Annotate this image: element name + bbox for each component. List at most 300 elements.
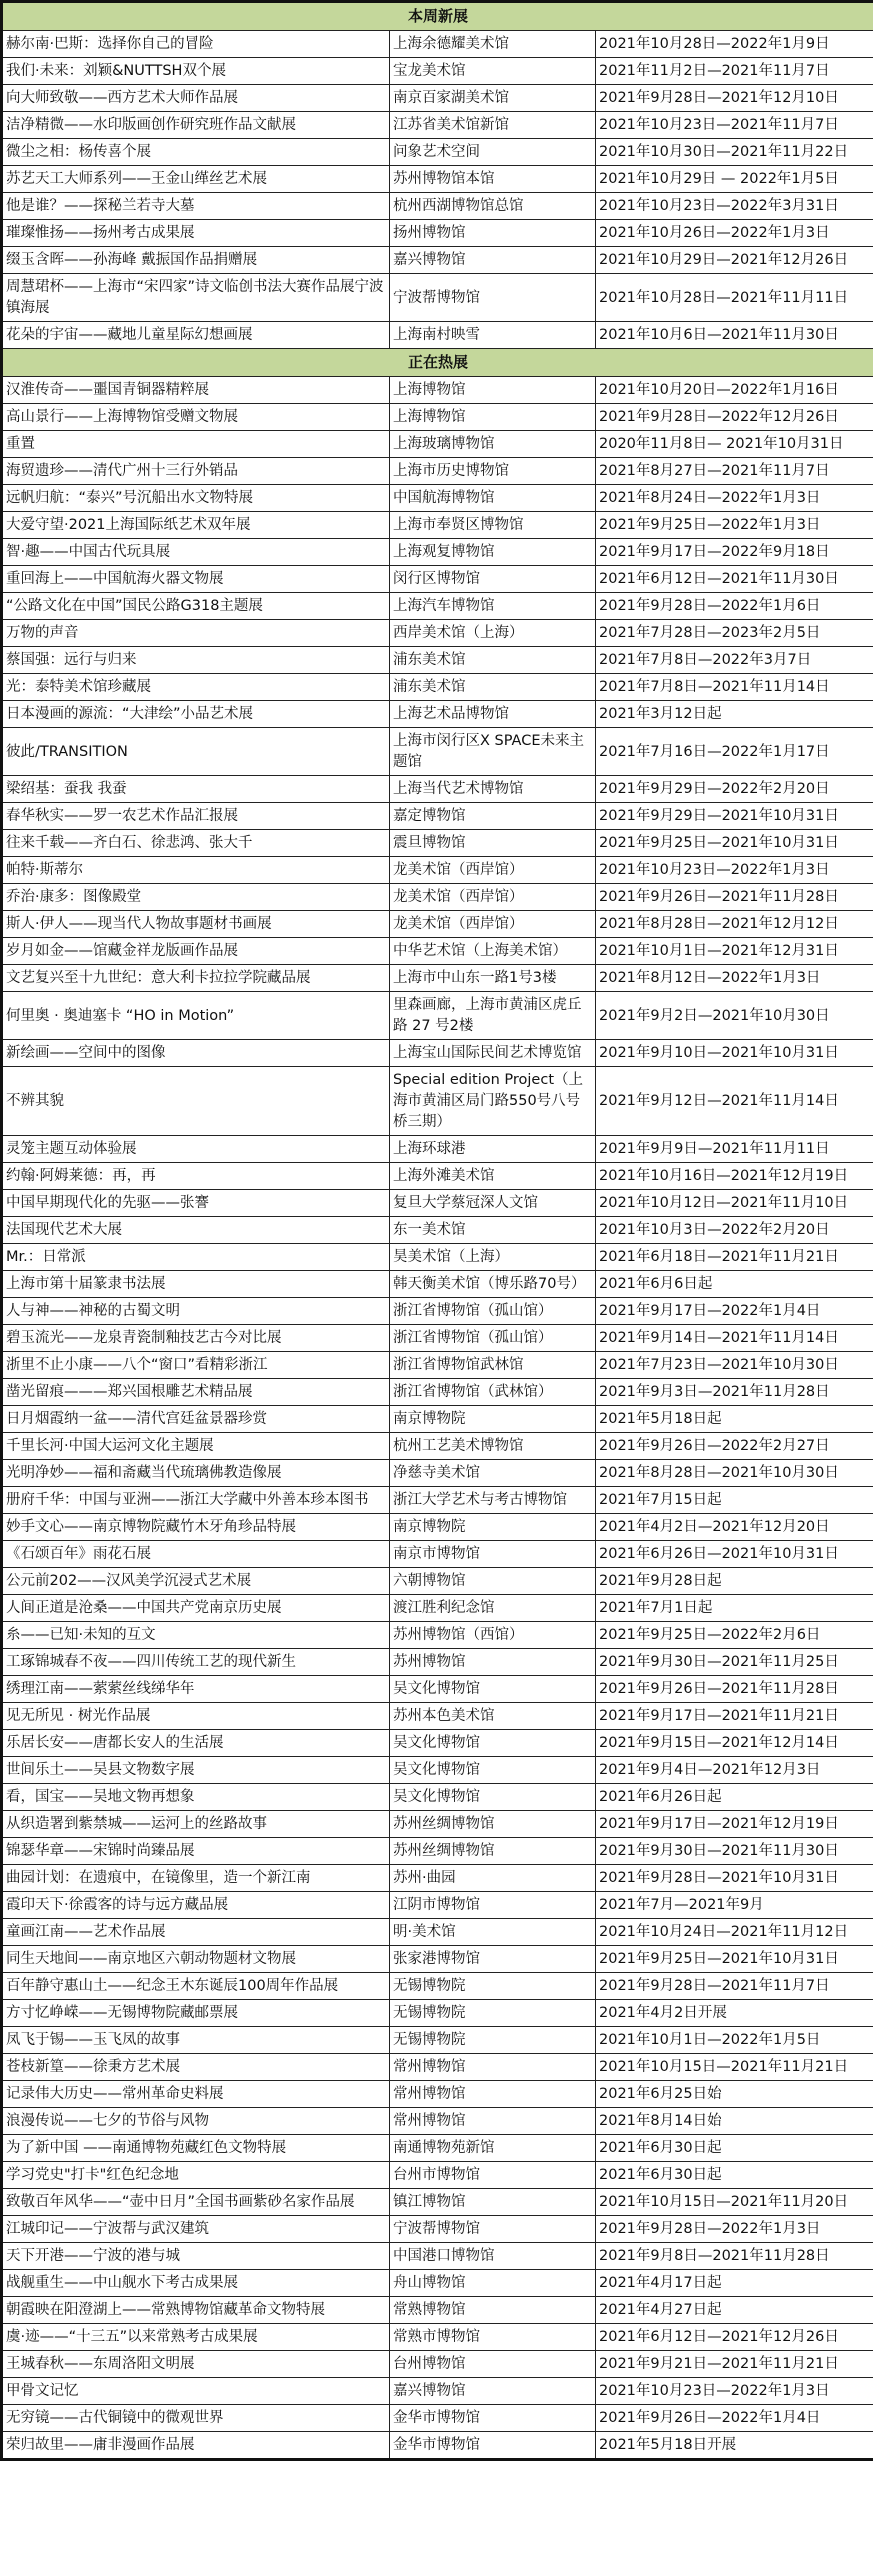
venue: 常州博物馆	[390, 2054, 596, 2081]
date-range: 2021年4月2日—2021年12月20日	[596, 1514, 873, 1541]
exhibition-name: 同生天地间——南京地区六朝动物题材文物展	[2, 1946, 390, 1973]
venue: 宁波帮博物馆	[390, 274, 596, 322]
exhibition-name: 新绘画——空间中的图像	[2, 1040, 390, 1067]
table-row	[2, 1622, 873, 1649]
table-row	[2, 620, 873, 647]
exhibition-name: 虞·迹——“十三五”以来常熟考古成果展	[2, 2324, 390, 2351]
exhibition-name: 乔治·康多：图像殿堂	[2, 884, 390, 911]
exhibition-name: 日月烟霞纳一盆——清代宫廷盆景器珍赏	[2, 1406, 390, 1433]
exhibition-name: 往来千载——齐白石、徐悲鸿、张大千	[2, 830, 390, 857]
exhibition-name: 致敬百年风华——“壶中日月”全国书画紫砂名家作品展	[2, 2189, 390, 2216]
exhibition-name: 上海市第十届篆隶书法展	[2, 1271, 390, 1298]
date-range: 2021年9月17日—2021年11月21日	[596, 1703, 873, 1730]
table-row	[2, 1568, 873, 1595]
date-range: 2021年10月29日—2021年12月26日	[596, 247, 873, 274]
exhibition-name: 千里长河·中国大运河文化主题展	[2, 1433, 390, 1460]
venue: 上海南村映雪	[390, 322, 596, 349]
date-range: 2021年9月26日—2022年2月27日	[596, 1433, 873, 1460]
table-row	[2, 1298, 873, 1325]
exhibition-name: 绣理江南——萦萦丝线绨华年	[2, 1676, 390, 1703]
date-range: 2021年10月1日—2021年12月31日	[596, 938, 873, 965]
venue: 韩天衡美术馆（博乐路70号）	[390, 1271, 596, 1298]
table-row	[2, 1676, 873, 1703]
venue: 南京市博物馆	[390, 1541, 596, 1568]
exhibition-name: “公路文化在中国”国民公路G318主题展	[2, 593, 390, 620]
table-row	[2, 1514, 873, 1541]
date-range: 2021年6月30日起	[596, 2162, 873, 2189]
table-row	[2, 1703, 873, 1730]
venue: 浙江省博物馆（孤山馆）	[390, 1325, 596, 1352]
exhibition-name: 璀璨惟扬——扬州考古成果展	[2, 220, 390, 247]
date-range: 2021年9月15日—2021年12月14日	[596, 1730, 873, 1757]
table-row	[2, 112, 873, 139]
table-row	[2, 2108, 873, 2135]
date-range: 2021年10月1日—2022年1月5日	[596, 2027, 873, 2054]
venue: 吴文化博物馆	[390, 1757, 596, 1784]
venue: 上海宝山国际民间艺术博览馆	[390, 1040, 596, 1067]
venue: 苏州博物馆本馆	[390, 166, 596, 193]
table-row	[2, 992, 873, 1040]
exhibition-name: 不辨其貌	[2, 1067, 390, 1136]
date-range: 2021年9月3日—2021年11月28日	[596, 1379, 873, 1406]
table-row	[2, 1487, 873, 1514]
exhibition-name: 苍枝新篁——徐秉方艺术展	[2, 2054, 390, 2081]
table-row	[2, 2324, 873, 2351]
exhibition-name: 海贸遗珍——清代广州十三行外销品	[2, 458, 390, 485]
table-row	[2, 1541, 873, 1568]
venue: 舟山博物馆	[390, 2270, 596, 2297]
exhibition-name: 册府千华：中国与亚洲——浙江大学藏中外善本珍本图书	[2, 1487, 390, 1514]
table-row	[2, 485, 873, 512]
exhibition-name: 远帆归航：“泰兴”号沉船出水文物特展	[2, 485, 390, 512]
venue: 上海市奉贤区博物馆	[390, 512, 596, 539]
table-row	[2, 2000, 873, 2027]
date-range: 2021年9月26日—2022年1月4日	[596, 2405, 873, 2432]
venue: 西岸美术馆（上海）	[390, 620, 596, 647]
venue: 上海观复博物馆	[390, 539, 596, 566]
venue: 苏州博物馆（西馆）	[390, 1622, 596, 1649]
date-range: 2021年8月24日—2022年1月3日	[596, 485, 873, 512]
exhibition-name: 浙里不止小康——八个“窗口”看精彩浙江	[2, 1352, 390, 1379]
venue: 上海艺术品博物馆	[390, 701, 596, 728]
exhibition-name: 妙手文心——南京博物院藏竹木牙角珍品特展	[2, 1514, 390, 1541]
venue: 杭州工艺美术博物馆	[390, 1433, 596, 1460]
exhibition-name: 光明净妙——福和斋藏当代琉璃佛教造像展	[2, 1460, 390, 1487]
venue: 净慈寺美术馆	[390, 1460, 596, 1487]
exhibition-name: 学习党史"打卡"红色纪念地	[2, 2162, 390, 2189]
venue: 上海市闵行区X SPACE未来主题馆	[390, 728, 596, 776]
table-row	[2, 1163, 873, 1190]
table-row	[2, 647, 873, 674]
table-row	[2, 431, 873, 458]
venue: 上海博物馆	[390, 404, 596, 431]
exhibition-name: 天下开港——宁波的港与城	[2, 2243, 390, 2270]
exhibition-name: 凿光留痕———郑兴国根雕艺术精品展	[2, 1379, 390, 1406]
table-row	[2, 701, 873, 728]
venue: 闵行区博物馆	[390, 566, 596, 593]
venue: 苏州丝绸博物馆	[390, 1811, 596, 1838]
table-row	[2, 911, 873, 938]
date-range: 2021年9月2日—2021年10月30日	[596, 992, 873, 1040]
table-row	[2, 1757, 873, 1784]
table-row	[2, 1865, 873, 1892]
table-row	[2, 1040, 873, 1067]
table-row	[2, 1244, 873, 1271]
date-range: 2021年10月23日—2022年1月3日	[596, 2378, 873, 2405]
venue: 浙江大学艺术与考古博物馆	[390, 1487, 596, 1514]
date-range: 2021年7月—2021年9月	[596, 1892, 873, 1919]
date-range: 2021年9月30日—2021年11月25日	[596, 1649, 873, 1676]
table-row	[2, 674, 873, 701]
exhibition-name: 重置	[2, 431, 390, 458]
exhibition-name: 智·趣——中国古代玩具展	[2, 539, 390, 566]
table-row	[2, 58, 873, 85]
date-range: 2021年6月26日—2021年10月31日	[596, 1541, 873, 1568]
venue: 上海市历史博物馆	[390, 458, 596, 485]
exhibition-name: 法国现代艺术大展	[2, 1217, 390, 1244]
venue: 东一美术馆	[390, 1217, 596, 1244]
date-range: 2021年9月28日—2021年10月31日	[596, 1865, 873, 1892]
date-range: 2021年6月12日—2021年12月26日	[596, 2324, 873, 2351]
date-range: 2021年9月28日—2022年12月26日	[596, 404, 873, 431]
exhibition-name: 凤飞于锡——玉飞凤的故事	[2, 2027, 390, 2054]
exhibition-name: 他是谁？——探秘兰若寺大墓	[2, 193, 390, 220]
date-range: 2021年9月26日—2021年11月28日	[596, 884, 873, 911]
date-range: 2021年9月8日—2021年11月28日	[596, 2243, 873, 2270]
exhibition-name: 何里奥 · 奥迪塞卡 “HO in Motion”	[2, 992, 390, 1040]
venue: 嘉兴博物馆	[390, 247, 596, 274]
date-range: 2021年9月10日—2021年10月31日	[596, 1040, 873, 1067]
table-row	[2, 1595, 873, 1622]
venue: 苏州本色美术馆	[390, 1703, 596, 1730]
date-range: 2021年10月20日—2022年1月16日	[596, 377, 873, 404]
table-row	[2, 220, 873, 247]
venue: 问象艺术空间	[390, 139, 596, 166]
venue: 台州市博物馆	[390, 2162, 596, 2189]
venue: 台州博物馆	[390, 2351, 596, 2378]
table-row	[2, 728, 873, 776]
date-range: 2021年10月23日—2022年1月3日	[596, 857, 873, 884]
venue: 扬州博物馆	[390, 220, 596, 247]
table-row	[2, 2432, 873, 2460]
exhibition-name: 光：泰特美术馆珍藏展	[2, 674, 390, 701]
exhibition-name: 锦瑟华章——宋锦时尚臻品展	[2, 1838, 390, 1865]
venue: 浙江省博物馆（武林馆）	[390, 1379, 596, 1406]
venue: 上海市中山东一路1号3楼	[390, 965, 596, 992]
venue: 常熟博物馆	[390, 2297, 596, 2324]
exhibition-name: 战舰重生——中山舰水下考古成果展	[2, 2270, 390, 2297]
venue: 南京博物院	[390, 1406, 596, 1433]
table-row	[2, 1811, 873, 1838]
venue: 金华市博物馆	[390, 2432, 596, 2460]
table-row	[2, 1460, 873, 1487]
venue: 中国港口博物馆	[390, 2243, 596, 2270]
date-range: 2021年9月12日—2021年11月14日	[596, 1067, 873, 1136]
exhibition-name: 看，国宝——吴地文物再想象	[2, 1784, 390, 1811]
exhibition-name: 向大师致敬——西方艺术大师作品展	[2, 85, 390, 112]
venue: 上海汽车博物馆	[390, 593, 596, 620]
venue: 吴文化博物馆	[390, 1784, 596, 1811]
table-row	[2, 31, 873, 58]
venue: 上海外滩美术馆	[390, 1163, 596, 1190]
table-row	[2, 2243, 873, 2270]
table-row	[2, 1892, 873, 1919]
section-header-row	[2, 349, 873, 377]
table-row	[2, 166, 873, 193]
table-row	[2, 2297, 873, 2324]
exhibition-name: 文艺复兴至十九世纪：意大利卡拉拉学院藏品展	[2, 965, 390, 992]
date-range: 2021年9月28日—2021年11月7日	[596, 1973, 873, 2000]
venue: 杭州西湖博物馆总馆	[390, 193, 596, 220]
venue: 上海余德耀美术馆	[390, 31, 596, 58]
date-range: 2021年9月25日—2022年1月3日	[596, 512, 873, 539]
venue: 浦东美术馆	[390, 647, 596, 674]
exhibition-name: 帕特·斯蒂尔	[2, 857, 390, 884]
date-range: 2021年10月23日—2021年11月7日	[596, 112, 873, 139]
table-row	[2, 1379, 873, 1406]
venue: 常州博物馆	[390, 2108, 596, 2135]
date-range: 2021年4月27日起	[596, 2297, 873, 2324]
exhibition-name: 我们·未来：刘颖&NUTTSH双个展	[2, 58, 390, 85]
exhibition-name: 童画江南——艺术作品展	[2, 1919, 390, 1946]
exhibition-name: 记录伟大历史——常州革命史料展	[2, 2081, 390, 2108]
table-row	[2, 1649, 873, 1676]
venue: 上海当代艺术博物馆	[390, 776, 596, 803]
venue: 苏州博物馆	[390, 1649, 596, 1676]
date-range: 2021年10月24日—2021年11月12日	[596, 1919, 873, 1946]
table-row	[2, 1271, 873, 1298]
venue: 吴文化博物馆	[390, 1676, 596, 1703]
table-row	[2, 1973, 873, 2000]
date-range: 2021年9月26日—2021年11月28日	[596, 1676, 873, 1703]
date-range: 2021年8月28日—2021年10月30日	[596, 1460, 873, 1487]
table-row	[2, 2405, 873, 2432]
venue: 昊美术馆（上海）	[390, 1244, 596, 1271]
date-range: 2021年6月6日起	[596, 1271, 873, 1298]
exhibition-name: 糸——已知·未知的互文	[2, 1622, 390, 1649]
exhibition-name: 春华秋实——罗一农艺术作品汇报展	[2, 803, 390, 830]
exhibition-name: 蔡国强：远行与归来	[2, 647, 390, 674]
table-row	[2, 539, 873, 566]
exhibition-name: 苏艺天工大师系列——王金山缂丝艺术展	[2, 166, 390, 193]
exhibition-name: 江城印记——宁波帮与武汉建筑	[2, 2216, 390, 2243]
date-range: 2021年4月2日开展	[596, 2000, 873, 2027]
table-row	[2, 404, 873, 431]
venue: 宁波帮博物馆	[390, 2216, 596, 2243]
venue: 中华艺术馆（上海美术馆）	[390, 938, 596, 965]
exhibition-name: 见无所见 · 树光作品展	[2, 1703, 390, 1730]
date-range: 2021年10月6日—2021年11月30日	[596, 322, 873, 349]
date-range: 2021年10月12日—2021年11月10日	[596, 1190, 873, 1217]
section-title: 本周新展	[2, 2, 873, 31]
exhibition-name: 世间乐土——吴县文物数字展	[2, 1757, 390, 1784]
exhibition-name: 灵笼主题互动体验展	[2, 1136, 390, 1163]
table-row	[2, 2216, 873, 2243]
venue: 里森画廊，上海市黄浦区虎丘路 27 号2楼	[390, 992, 596, 1040]
table-row	[2, 1352, 873, 1379]
table-row	[2, 803, 873, 830]
exhibition-name: 周慧珺杯——上海市“宋四家”诗文临创书法大赛作品展宁波镇海展	[2, 274, 390, 322]
venue: 南京博物院	[390, 1514, 596, 1541]
date-range: 2021年10月15日—2021年11月20日	[596, 2189, 873, 2216]
exhibition-name: 甲骨文记忆	[2, 2378, 390, 2405]
date-range: 2021年6月30日起	[596, 2135, 873, 2162]
venue: 常州博物馆	[390, 2081, 596, 2108]
date-range: 2021年9月25日—2022年2月6日	[596, 1622, 873, 1649]
date-range: 2021年9月17日—2022年9月18日	[596, 539, 873, 566]
venue: 明·美术馆	[390, 1919, 596, 1946]
date-range: 2021年3月12日起	[596, 701, 873, 728]
date-range: 2021年9月28日起	[596, 1568, 873, 1595]
date-range: 2021年9月4日—2021年12月3日	[596, 1757, 873, 1784]
table-row	[2, 458, 873, 485]
date-range: 2021年9月14日—2021年11月14日	[596, 1325, 873, 1352]
exhibition-name: 无穷镜——古代铜镜中的微观世界	[2, 2405, 390, 2432]
table-row	[2, 377, 873, 404]
exhibition-name: 洁净精微——水印版画创作研究班作品文献展	[2, 112, 390, 139]
exhibition-name: 日本漫画的源流：“大津绘”小品艺术展	[2, 701, 390, 728]
table-row	[2, 1784, 873, 1811]
date-range: 2021年9月25日—2021年10月31日	[596, 1946, 873, 1973]
date-range: 2021年7月16日—2022年1月17日	[596, 728, 873, 776]
venue: 中国航海博物馆	[390, 485, 596, 512]
venue: 浙江省博物馆（孤山馆）	[390, 1298, 596, 1325]
table-row	[2, 776, 873, 803]
date-range: 2021年10月29日 — 2022年1月5日	[596, 166, 873, 193]
date-range: 2021年9月21日—2021年11月21日	[596, 2351, 873, 2378]
table-row	[2, 566, 873, 593]
exhibition-name: 为了新中国 ——南通博物苑藏红色文物特展	[2, 2135, 390, 2162]
exhibition-name: 王城春秋——东周洛阳文明展	[2, 2351, 390, 2378]
venue: 南通博物苑新馆	[390, 2135, 596, 2162]
table-row	[2, 274, 873, 322]
date-range: 2021年10月15日—2021年11月21日	[596, 2054, 873, 2081]
exhibition-name: 缀玉含晖——孙海峰 戴振国作品捐赠展	[2, 247, 390, 274]
date-range: 2021年9月30日—2021年11月30日	[596, 1838, 873, 1865]
exhibition-name: 曲园计划：在遗痕中，在镜像里，造一个新江南	[2, 1865, 390, 1892]
table-row	[2, 1136, 873, 1163]
table-row	[2, 1730, 873, 1757]
date-range: 2021年5月18日开展	[596, 2432, 873, 2460]
venue: 镇江博物馆	[390, 2189, 596, 2216]
date-range: 2021年10月28日—2021年11月11日	[596, 274, 873, 322]
exhibition-name: 大爱守望·2021上海国际纸艺术双年展	[2, 512, 390, 539]
date-range: 2021年6月12日—2021年11月30日	[596, 566, 873, 593]
venue: 南京百家湖美术馆	[390, 85, 596, 112]
date-range: 2021年10月23日—2022年3月31日	[596, 193, 873, 220]
date-range: 2021年10月16日—2021年12月19日	[596, 1163, 873, 1190]
table-row	[2, 1919, 873, 1946]
table-row	[2, 938, 873, 965]
venue: 无锡博物院	[390, 2000, 596, 2027]
date-range: 2021年6月18日—2021年11月21日	[596, 1244, 873, 1271]
exhibition-name: 浪漫传说——七夕的节俗与风物	[2, 2108, 390, 2135]
venue: 宝龙美术馆	[390, 58, 596, 85]
date-range: 2021年7月1日起	[596, 1595, 873, 1622]
table-row	[2, 2378, 873, 2405]
venue: 上海玻璃博物馆	[390, 431, 596, 458]
date-range: 2021年9月9日—2021年11月11日	[596, 1136, 873, 1163]
date-range: 2021年11月2日—2021年11月7日	[596, 58, 873, 85]
date-range: 2021年9月29日—2022年2月20日	[596, 776, 873, 803]
date-range: 2021年9月17日—2021年12月19日	[596, 1811, 873, 1838]
date-range: 2021年7月15日起	[596, 1487, 873, 1514]
date-range: 2021年10月26日—2022年1月3日	[596, 220, 873, 247]
exhibition-name: 万物的声音	[2, 620, 390, 647]
venue: Special edition Project（上海市黄浦区局门路550号八号桥三期）	[390, 1067, 596, 1136]
date-range: 2021年8月28日—2021年12月12日	[596, 911, 873, 938]
exhibition-name: 高山景行——上海博物馆受赠文物展	[2, 404, 390, 431]
section-header-row	[2, 2, 873, 31]
venue: 龙美术馆（西岸馆）	[390, 857, 596, 884]
venue: 无锡博物院	[390, 1973, 596, 2000]
exhibition-name: 人与神——神秘的古蜀文明	[2, 1298, 390, 1325]
date-range: 2021年7月28日—2023年2月5日	[596, 620, 873, 647]
date-range: 2020年11月8日— 2021年10月31日	[596, 431, 873, 458]
date-range: 2021年9月17日—2022年1月4日	[596, 1298, 873, 1325]
date-range: 2021年6月25日始	[596, 2081, 873, 2108]
table-row	[2, 2081, 873, 2108]
exhibition-name: 梁绍基：蚕我 我蚕	[2, 776, 390, 803]
exhibition-name: 人间正道是沧桑——中国共产党南京历史展	[2, 1595, 390, 1622]
venue: 苏州丝绸博物馆	[390, 1838, 596, 1865]
table-row	[2, 1190, 873, 1217]
date-range: 2021年8月14日始	[596, 2108, 873, 2135]
venue: 复旦大学蔡冠深人文馆	[390, 1190, 596, 1217]
venue: 上海环球港	[390, 1136, 596, 1163]
exhibition-name: 约翰·阿姆莱德：再，再	[2, 1163, 390, 1190]
table-row	[2, 884, 873, 911]
exhibition-name: 赫尔南·巴斯：选择你自己的冒险	[2, 31, 390, 58]
table-row	[2, 322, 873, 349]
table-row	[2, 830, 873, 857]
table-row	[2, 1067, 873, 1136]
date-range: 2021年8月27日—2021年11月7日	[596, 458, 873, 485]
venue: 六朝博物馆	[390, 1568, 596, 1595]
table-row	[2, 2351, 873, 2378]
venue: 浦东美术馆	[390, 674, 596, 701]
date-range: 2021年7月8日—2022年3月7日	[596, 647, 873, 674]
venue: 江阴市博物馆	[390, 1892, 596, 1919]
exhibition-name: 汉淮传奇——噩国青铜器精粹展	[2, 377, 390, 404]
exhibition-name: 碧玉流光——龙泉青瓷制釉技艺古今对比展	[2, 1325, 390, 1352]
date-range: 2021年9月28日—2021年12月10日	[596, 85, 873, 112]
table-row	[2, 857, 873, 884]
venue: 上海博物馆	[390, 377, 596, 404]
table-row	[2, 1217, 873, 1244]
date-range: 2021年9月29日—2021年10月31日	[596, 803, 873, 830]
venue: 嘉定博物馆	[390, 803, 596, 830]
venue: 苏州·曲园	[390, 1865, 596, 1892]
date-range: 2021年4月17日起	[596, 2270, 873, 2297]
date-range: 2021年9月28日—2022年1月6日	[596, 593, 873, 620]
table-row	[2, 593, 873, 620]
venue: 嘉兴博物馆	[390, 2378, 596, 2405]
exhibition-name: 重回海上——中国航海火器文物展	[2, 566, 390, 593]
table-row	[2, 2162, 873, 2189]
table-row	[2, 1838, 873, 1865]
date-range: 2021年8月12日—2022年1月3日	[596, 965, 873, 992]
date-range: 2021年7月23日—2021年10月30日	[596, 1352, 873, 1379]
exhibition-name: 微尘之相：杨传喜个展	[2, 139, 390, 166]
table-row	[2, 2027, 873, 2054]
venue: 浙江省博物馆武林馆	[390, 1352, 596, 1379]
venue: 张家港博物馆	[390, 1946, 596, 1973]
table-row	[2, 1946, 873, 1973]
exhibition-name: 霞印天下·徐霞客的诗与远方藏品展	[2, 1892, 390, 1919]
date-range: 2021年6月26日起	[596, 1784, 873, 1811]
exhibition-name: Mr.：日常派	[2, 1244, 390, 1271]
